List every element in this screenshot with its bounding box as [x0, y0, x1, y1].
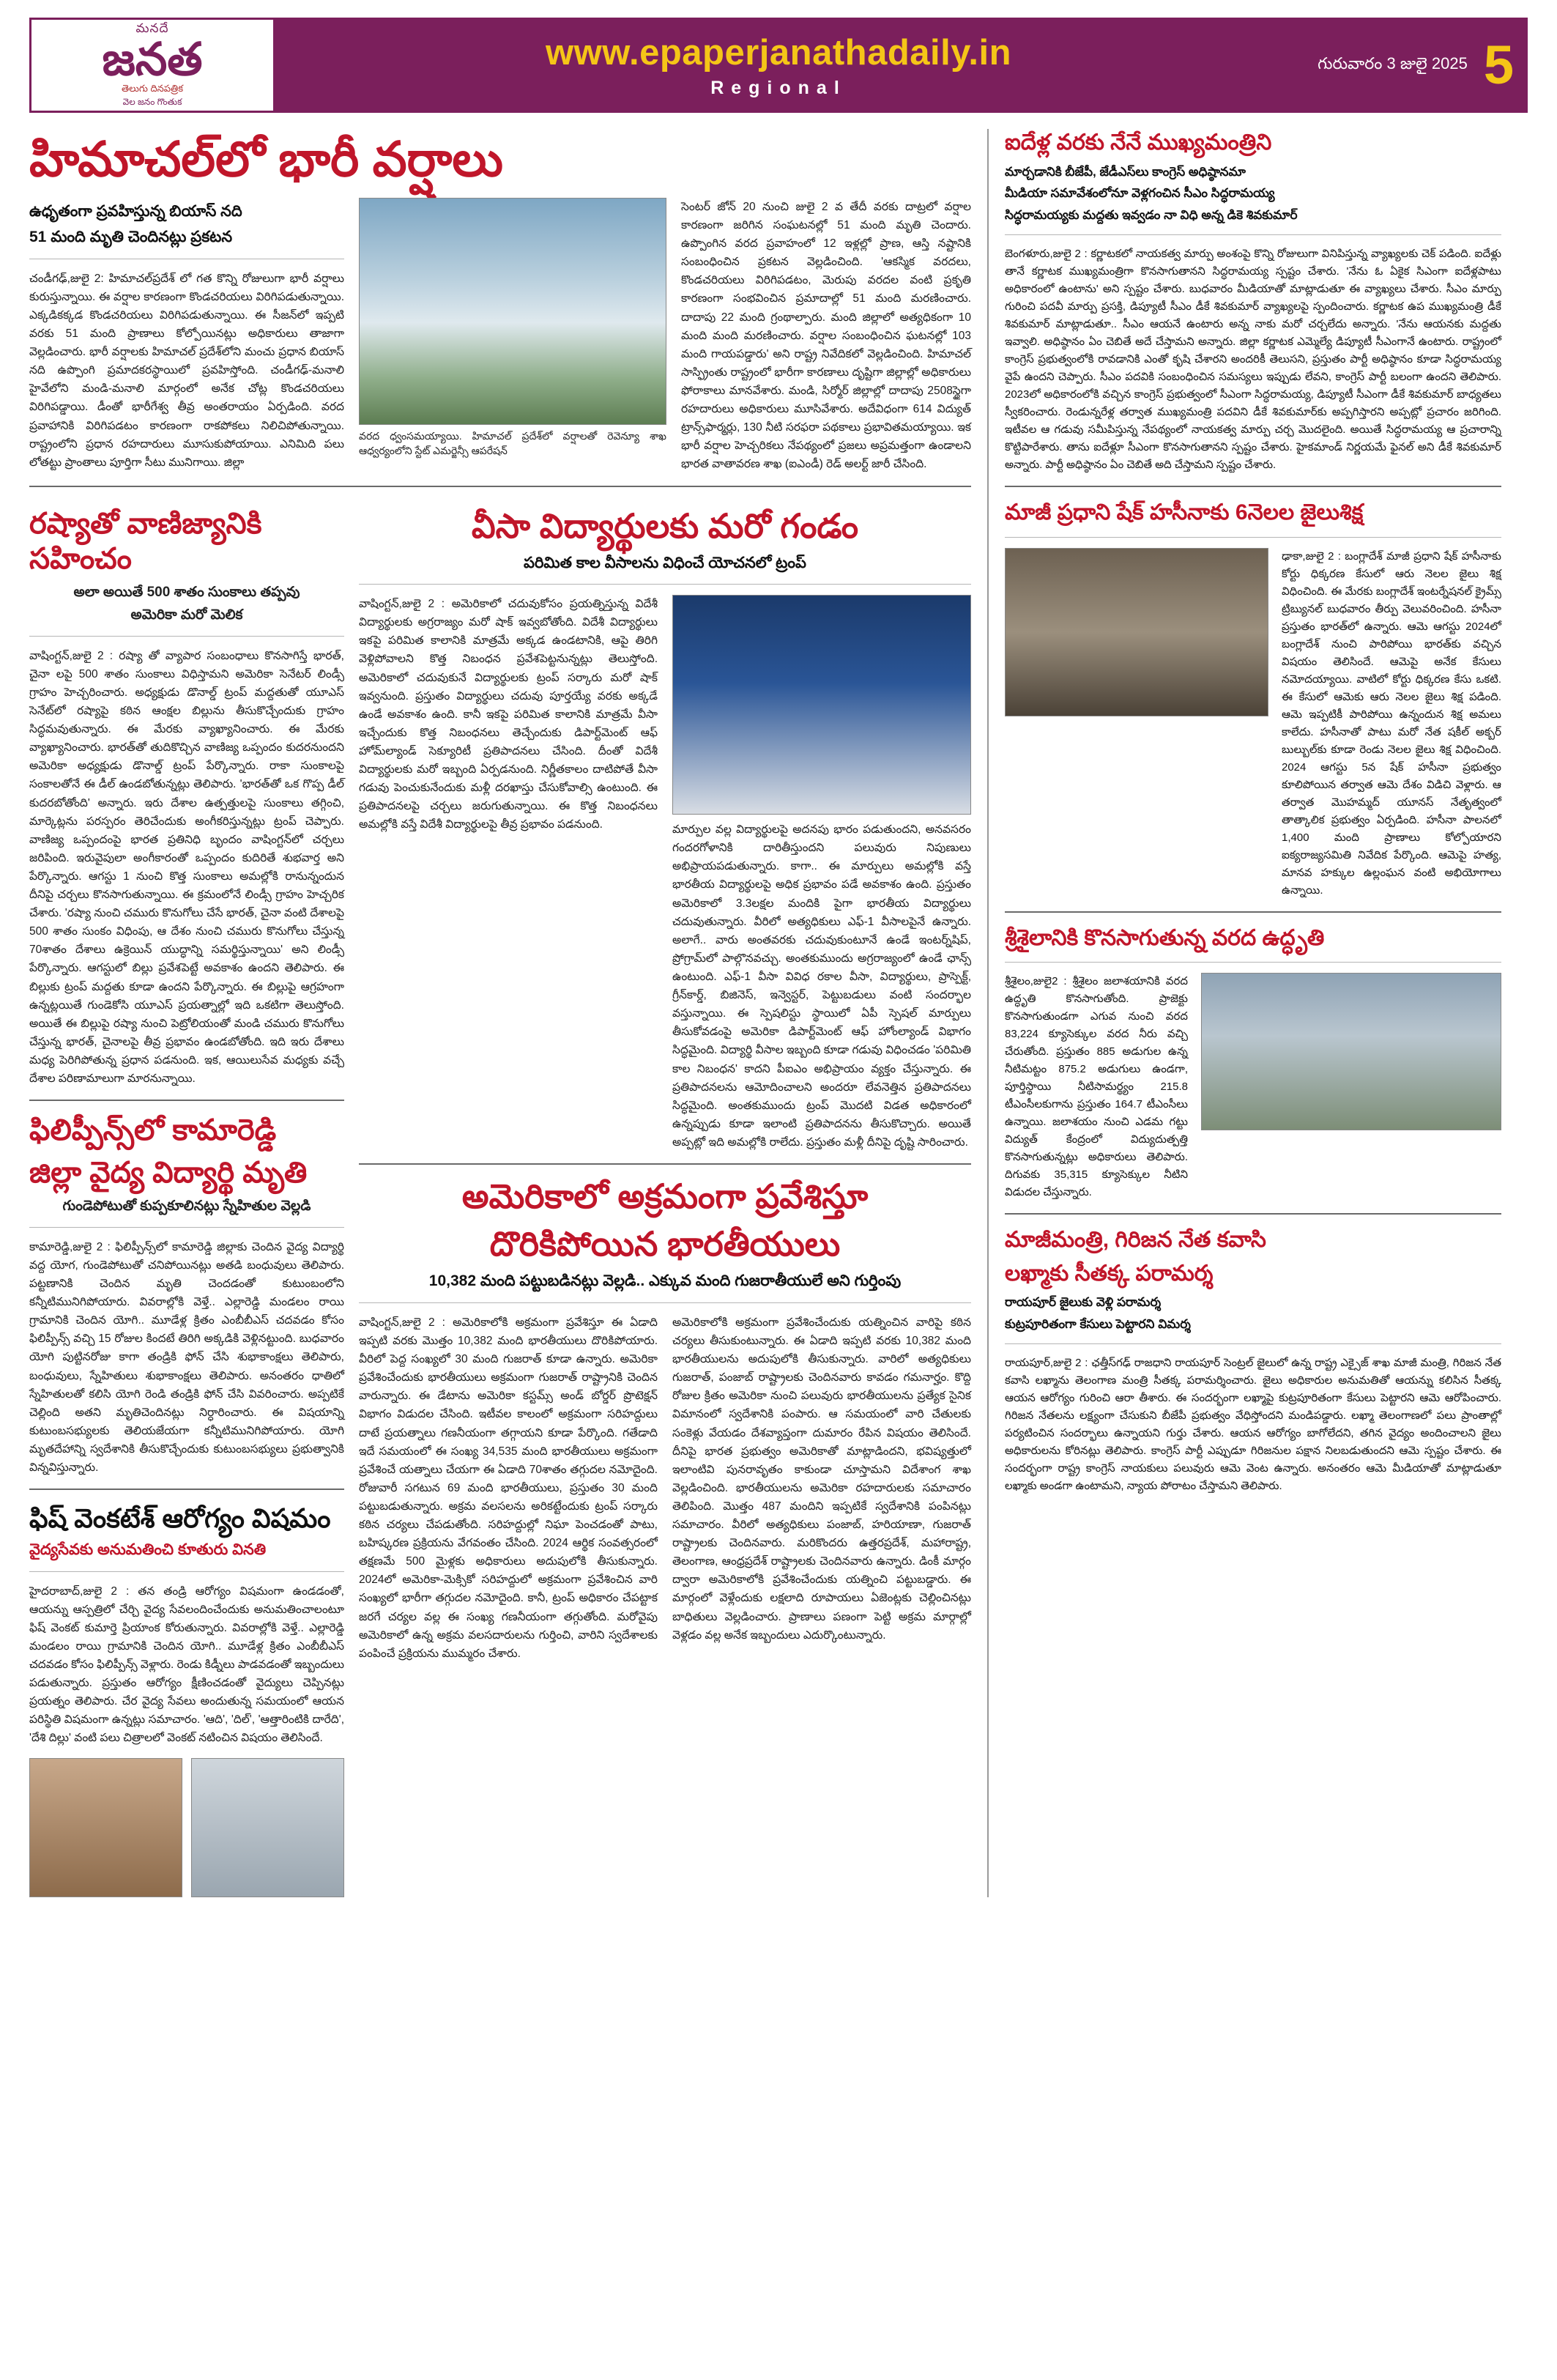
srisailam-photo-wrap	[1201, 973, 1501, 1130]
venkat-portrait-photo	[29, 1758, 182, 1897]
visa-sub: పరిమిత కాల వీసాలను విధించే యోచనలో ట్రంప్	[524, 554, 806, 571]
philippines-headline-l2: జిల్లా వైద్య విద్యార్థి మృతి	[29, 1157, 308, 1190]
venkat-body: హైదరాబాద్,జులై 2 : తన తండ్రి ఆరోగ్యం విషమంగా ఉండడంతో, ఆయన్ను ఆస్పత్రిలో చేర్చి వైద్య సేవలందించేందుకు అనుమతించాలంటూ ఫిష్ వెంకట్ కుమార్తె ప్రియాంక కోరుతున్నారు. వివరాల్లోకి వెళ్తే.. ఎల్లారెడ్డి మండలం రాయి గ్రామానికి చెందిన యోగి.. మూడేళ్ల క్రితం ఎంబీబీఎస్ చదవడం కోసం ఫిలిప్పీన్స్ వెళ్లారు. రెండు కిడ్నీలు పాడవడంతో ఇబ్బందులు పడుతున్నారు. ప్రస్తుతం ఆరోగ్యం క్షీణించడంతో వైద్యులు చెప్పినట్లు ప్రయత్నం తెలిపారు. చేర వైద్య సేవలు అందుతున్న సమయంలో ఆయన పరిస్థితి విషమంగా ఉన్నట్లు సమాచారం. 'ఆది', 'దిల్', 'ఆత్తారింటికి దారేది', 'దేశి దిల్లు' వంటి పలు చిత్రాలలో వెంకట్ నటించిన విషయం తెలిసిందే.	[29, 1584, 344, 1745]
trade-column	[29, 499, 344, 1897]
logo-tagline: తెలుగు దినపత్రిక	[121, 83, 184, 94]
illegal-headline-l2: దొరికిపోయిన భారతీయులు	[489, 1225, 841, 1264]
cm-sub-2: మీడియా సమావేశంలోనూ వెళ్లగంచిన సీఎం సిద్ధరామయ్య	[1005, 186, 1275, 200]
logo-title: జనత	[102, 34, 203, 85]
logo-tagline-2: వెల జనం గొంతుక	[122, 97, 182, 108]
lead-photo-block	[359, 198, 666, 474]
page-number: 5	[1483, 34, 1514, 95]
seethakka-headline-l1: మాజీమంత్రి, గిరిజన నేత కవాసి	[1005, 1228, 1266, 1252]
hasina-photo	[1005, 548, 1268, 716]
srisailam-story	[1005, 924, 1501, 1202]
srisailam-headline: శ్రీశైలానికి కొనసాగుతున్న వరద ఉద్ధృతి	[1005, 925, 1325, 950]
river-photo	[359, 198, 666, 425]
lead-body-1: చండీగఢ్,జులై 2: హిమాచల్‌ప్రదేశ్ లో గత కొన్ని రోజులుగా భారీ వర్షాలు కురుస్తున్నాయి. ఈ వర్షాల కారణంగా కొండచరియలు విరిగిపడుతున్నాయి. ఎక్కడికక్కడ కొండచరియలు విరిగిపడుతున్నాయి. ఈ సీజన్‌లో ఇప్పటి వరకు 51 మంది ప్రాణాలు కోల్పోయినట్లు అధికారులు తాజాగా వెల్లడించారు. భారీ వర్షాలకు హిమాచల్ ప్రదేశ్‌లోని మంచు ప్రధాన బియాస్ నది ఉప్పొంగి ప్రమాదకరస్థాయిలో ప్రవహిస్తోంది. చండీగఢ్-మనాలి హైవేలోని మండి-మనాలి మార్గంలో అనేక చోట్ల కొండచరియలు విరిగిపడ్డాయి. డీంతో భారీగేశ్వ తీవ్ర అంతరాయం ఏర్పడింది. వరద ప్రవాహానికి విరిగిపడటం కారణంగా రాకపోకలు నిలిచిపోతున్నాయి. రాష్ట్రంలోని ప్రధాన రహదారులు మూసుకుపోయాయి. ఎనిమిది పలు లోతట్టు ప్రాంతాలు పూర్తిగా సీటు మునిగాయి. జిల్లా	[29, 272, 344, 469]
seethakka-story	[1005, 1226, 1501, 1495]
lead-body-2: సెంటర్ జోన్ 20 నుంచి జులై 2 వ తేదీ వరకు దాట్రలో వర్షాల కారణంగా జరిగిన సంఘటనల్లో 51 మంది మృతి చెందారు. ఉప్పొంగిన వరద ప్రవాహంలో 12 ఇళ్లల్లో ప్రాణ, ఆస్తి నష్టానికి సంబంధించిన ప్రకటన వెల్లడించింది. 'ఆకస్మిక వరదలు, కొండచరియలు విరిగిపడటం, మెరుపు వరదల వంటి ప్రకృతి కారణంగా సంభవించిన ప్రమాదాల్లో 51 మంది మరణించారు. దాదాపు 22 మంది గ్రంథాల్పారు. మంది జిల్లాలో అత్యధికంగా 10 మంది మంది మరణించారు. వర్షాల సంబంధించిన ఘటనల్లో 103 మంది గాయపడ్డారు' అని రాష్ట్ర నివేదికలో వెల్లడించింది. హిమాచల్ సాస్ఫ్రింతు రాష్ట్రంలో భారీగా కారణాలు దృష్టిగా జిల్లాల్లో అధికారులు ఫోరాకాలు మానవేశారు. మండి, సిర్మోర్ జిల్లాల్లో దాదాపు 2508స్థైగా రహదారులు అధికారులు మూసివేశారు. అదేవిధంగా 614 విద్యుత్ ట్రాన్స్‌ఫార్మర్లు, 130 నీటి సరఫరా పథకాలు ప్రభావితమయ్యాయి. ఇక భారీ వర్షాల హెచ్చరికలు నేపథ్యంలో ప్రజలు అప్రమత్తంగా ఉండాలని భారత వాతావరణ శాఖ (ఐఎండీ) రెడ్ అలర్ట్ జారీ చేసింది.	[681, 200, 971, 471]
lead-col-1	[29, 198, 344, 474]
hasina-story	[1005, 499, 1501, 900]
trade-sub-2: అమెరికా మరో మెలిక	[130, 607, 243, 623]
venkat-photos	[29, 1758, 344, 1897]
seethakka-sub-1: రాయపూర్ జైలుకు వెళ్లి పరామర్శ	[1005, 1295, 1162, 1309]
masthead-right	[1284, 20, 1526, 111]
srisailam-body: శ్రీశైలం,జులై2 : శ్రీశైలం జలాశయానికి వరద ఉద్ధృతి కొనసాగుతోంది. ప్రాజెక్టు కొనసాగుతుండగా ఎగువ నుంచి వరద 83,224 క్యూసెక్కుల వరద నీరు వచ్చి చేరుతోంది. ప్రస్తుతం 885 అడుగుల ఉన్న నీటిమట్టం 875.2 అడుగులు ఉండగా, పూర్తిస్థాయి నీటిసామర్థ్యం 215.8 టీఎంసీలకుగాను ప్రస్తుతం 164.7 టీఎంసీలు ఉన్నాయి. జలాశయం నుంచి ఎడమ గట్టు విద్యుత్ కేంద్రంలో విద్యుదుత్పత్తి కొనసాగుతున్నట్లు అధికారులు తెలిపారు. దిగువకు 35,315 క్యూసెక్కుల నీటిని విడుదల చేస్తున్నారు.	[1005, 975, 1188, 1198]
page-columns	[29, 129, 1528, 1897]
hasina-body: ఢాకా,జులై 2 : బంగ్లాదేశ్ మాజీ ప్రధాని షేక్ హసీనాకు కోర్టు ధిక్కరణ కేసులో ఆరు నెలల జైలు శిక్ష విధించింది. ఈ మేరకు బంగ్లాదేశ్ ఇంటర్నేషనల్ క్రైమ్స్ ట్రిబ్యునల్ బుధవారం తీర్పు వెలువరించింది. హసీనా ప్రస్తుతం భారత్‌లో ఉన్నారు. ఆమె ఆగస్టు 2024లో బంగ్లాదేశ్ నుంచి పారిపోయి భారత్‌కు వచ్చిన విషయం తెలిసిందే. ఆమెపై అనేక కేసులు నమోదయ్యాయి. వాటిలో కోర్టు ధిక్కరణ కేసు ఒకటి. ఈ కేసులో ఆమెకు ఆరు నెలల జైలు శిక్ష పడింది. ఆమె ఇప్పటికీ పారిపోయి ఉన్నందున శిక్ష అమలు కాలేదు. హసీనాతో పాటు మరో నేత షకీల్ అక్బర్ బుల్బుల్‌కు కూడా రెండు నెలల జైలు శిక్ష విధించింది. 2024 ఆగస్టు 5న షేక్ హసీనా ప్రభుత్వం కూలిపోయిన తర్వాత ఆమె దేశం విడిచి వెళ్లారు. ఆ తర్వాత మొహమ్మద్ యూనస్ నేతృత్వంలో తాత్కాలిక ప్రభుత్వం ఏర్పడింది. హసీనా పాలనలో 1,400 మంది ప్రాణాలు కోల్పోయారని ఐక్యరాజ్యసమితి నివేదిక పేర్కొంది. ఆమెపై హత్య, మానవ హక్కుల ఉల్లంఘన వంటి అభియోగాలు ఉన్నాయి.	[1282, 549, 1501, 897]
logo-small-top: మనదే	[135, 21, 169, 35]
venkat-hospital-photo	[191, 1758, 344, 1897]
trade-body: వాషింగ్టన్,జులై 2 : రష్యా తో వ్యాపార సంబంధాలు కొనసాగిస్తే భారత్, చైనా లపై 500 శాతం సుంకాలు విధిస్తామని అమెరికా సెనేటర్ లిండ్సీ గ్రాహం హెచ్చరించారు. అధ్యక్షుడు డొనాల్డ్ ట్రంప్ మద్దతుతో యూఎస్ సెనేట్‌లో రష్యాపై కఠిన ఆంక్షల బిల్లును తీసుకొచ్చేందుకు గ్రాహం సిద్ధమవుతున్నారు. ఈ మేరకు వ్యాఖ్యానించారు. ఈ మేరకు వ్యాఖ్యానించారు. భారత్‌తో తుదికొచ్చిన వాణిజ్య ఒప్పందం కుదరనుందని అమెరికా అధ్యక్షుడు డొనాల్డ్ ట్రంప్ పేర్కొన్నారు. రాకా సుంకాలపై సంకాలతోనే ఈ డీల్ ఉండబోతున్నట్లు తెలిపారు. 'భారత్‌తో ఒక గొప్ప డీల్ కుదరబోతోంది' అన్నారు. ఇరు దేశాల ఉత్పత్తులపై సుంకాలు తగ్గించి, మార్కెట్లను పరస్పరం తెరిచేందుకు అంగీకరిస్తున్నట్లు ట్రంప్ చెప్పారు. వాణిజ్య ఒప్పందంపై భారత ప్రతినిధి బృందం వాషింగ్టన్‌లో చర్చలు జరిపింది. ఇరువైపులా అంగీకారంతో ఒప్పందం కుదిరితే శుభవార్త అని పేర్కొన్నారు. ఆగస్టు 1 నుంచి కొత్త సుంకాలు అమల్లోకి రానున్నందున దీనిపై చర్చలు కొనసాగుతున్నాయి. ఈ క్రమంలోనే లిండ్సీ గ్రాహం హెచ్చరిక చేశారు. 'రష్యా నుంచి చమురు కొనుగోలు చేసే భారత్, చైనా వంటి దేశాలపై 500 శాతం సుంకం విధింపు, ఆ దేశం నుంచి చమురు కొనుగోలు చేస్తున్న 70శాతం దేశాలు ఉక్రెయిన్ యుద్ధాన్ని సమర్థిస్తున్నాయి' అని లిండ్సీ పేర్కొన్నారు. ఆగస్టులో బిల్లు ప్రవేశపెట్టే అవకాశం ఉందని తెలిపారు. ఈ బిల్లుకు ట్రంప్ మద్దతు కూడా ఉందని పేర్కొన్నారు. ఈ బిల్లుపై ఆగ్రహంగా ఉన్నట్లయితే గుండెకోసి యూఎస్ ప్రయత్నాల్లో ఇది ఒకటిగా తెలుస్తోంది. అయితే ఈ బిల్లుపై రష్యా నుంచి పెట్రోలియంతో మండి చమురు కొనుగోలు చేస్తున్న భారత్, చైనాలపై తీవ్ర ప్రభావం ఉండబోతోంది. ఇది ఇరు దేశాలు మధ్య పెరిగిపోతున్న ప్రధాన పడనుంది. ఇక, ఆయిలుసేవ మధ్యకు వచ్చే దేశాల పరిణామాలుగా మారనున్నాయి.	[29, 649, 344, 1086]
illegal-body-left: వాషింగ్టన్,జులై 2 : అమెరికాలోకి అక్రమంగా ప్రవేశిస్తూ ఈ ఏడాది ఇప్పటి వరకు మొత్తం 10,382 మంది భారతీయులు దొరికిపోయారు. వీరిలో పెద్ద సంఖ్యలో 30 మంది గుజరాత్ కూడా ఉన్నారు. అమెరికా ప్రవేశించేందుకు భారతీయులు అక్రమంగా గుజరాత్ రాష్ట్రానికి చెందిన వారున్నారు. ఈ డేటాను అమెరికా కస్టమ్స్ అండ్ బోర్డర్ ప్రొటెక్షన్ విభాగం విడుదల చేసింది. ఇటీవల కాలంలో అక్రమంగా సరిహద్దులు దాటే ప్రయత్నాలు గణనీయంగా తగ్గాయని కూడా పేర్కొంది. గతేడాది ఇదే సమయంలో ఈ సంఖ్య 34,535 మంది భారతీయులు అక్రమంగా ప్రవేశించే యత్నాలు చేయగా ఈ ఏడాది 70శాతం తగ్గుదల నమోదైంది. రోజువారీ సగటున 69 మంది భారతీయులు, ప్రస్తుతం 30 మంది పట్టుబడుతున్నారు. అక్రమ వలసలను అరికట్టేందుకు ట్రంప్ సర్కారు కఠిన చర్యలు చేపడుతోంది. సరిహద్దుల్లో నిఘా పెంచడంతో పాటు, బహిష్కరణ ప్రక్రియను వేగవంతం చేసింది. 2024 ఆర్థిక సంవత్సరంలో తక్షణమే 500 మైళ్లకు అధికారులు అదుపులోకి తీసుకున్నారు. 2024లో అమెరికా-మెక్సికో సరిహద్దులో అక్రమంగా ప్రవేశించిన వారి సంఖ్యలో భారీగా తగ్గుదల నమోదైంది. కానీ, ట్రంప్ అధికారం చేపట్టాక జరగే చర్యల వల్ల ఈ సంఖ్య గణనీయంగా తగ్గుతోంది. మరోవైపు అమెరికాలో ఉన్న అక్రమ వలసదారులను గుర్తించి, వారిని స్వదేశాలకు పంపించే ప్రక్రియను ముమ్మరం చేశారు.	[359, 1316, 658, 1660]
cm-sub-3: సిద్ధరామయ్యకు మద్దతు ఇవ్వడం నా విధి అన్న డికె శివకుమార్	[1005, 207, 1298, 222]
masthead	[29, 18, 1528, 113]
visa-body-right: మార్పుల వల్ల విద్యార్థులపై అదనపు భారం పడుతుందని, అనవసరం గందరగోళానికి దారితీస్తుందని పలువురు నిపుణులు అభిప్రాయపడుతున్నారు. కాగా.. ఈ మార్పులు అమల్లోకి వస్తే భారతీయ విద్యార్థులపై అధిక ప్రభావం పడే అవకాశం ఉంది. ప్రస్తుతం అమెరికాలో 3.3లక్షల మందికి పైగా భారతీయ విద్యార్థులు చదువుతున్నారు. వీరిలో అత్యధికులు ఎఫ్-1 వీసాలపైనే ఉన్నారు. అలాగే.. వారు అంతవరకు చదువుకుంటూనే ఉండే ఇంటర్న్‌షిప్, ప్రోగ్రామ్‌లో పాల్గొనవచ్చు. అంతకుముందు అగ్రరాజ్యంలో ఉండే ఛాన్స్ ఉంటుంది. ఎఫ్-1 వీసా వివిధ రకాల వీసా, విద్యార్థులు, ప్రాస్పెక్ట్, గ్రీన్‌కార్డ్, బిజినెస్, ఇన్వెస్టర్, పెట్టుబడులు వంటి సందర్భాల వస్తున్నాయి. ఈ స్పెషలిస్టు స్థాయిలో ఏపీ స్పెషల్ మార్పులు తీసుకోవడంపై అమెరికా డిపార్ట్‌మెంట్ ఆఫ్ హోంల్యాండ్ విభాగం సిద్ధమైంది. విద్యార్థి వీసాల ఇబ్బంది కూడా గడువు విధించడం 'పరిమితి కాల నిబంధన' కాదని పీఐఎం అభిప్రాయం వ్యక్తం చేస్తున్నారు. ఈ ప్రతిపాదనలను ఆమోదించాలని అందరూ లేవనెత్తిన ప్రతిపాదనలు సిద్ధమైంది. అంతకుముందు ట్రంప్ మొదటి విడత అధికారంలో ఉన్నప్పుడు కూడా ఇలాంటి ప్రతిపాదనను తీసుకొచ్చారు. అయితే అప్పట్లో ఇది అమల్లోకి రాలేదు. ప్రస్తుతం మళ్లీ దీనిపై దృష్టి సారించారు.	[672, 823, 971, 1149]
venkat-sub: వైద్యసేవకు అనుమతించి కూతురు వినతి	[29, 1541, 267, 1559]
srisailam-dam-photo	[1201, 973, 1501, 1130]
illegal-body-right: అమెరికాలోకి అక్రమంగా ప్రవేశించేందుకు యత్నించిన వారిపై కఠిన చర్యలు తీసుకుంటున్నారు. ఈ ఏడాది ఇప్పటి వరకు 10,382 మంది భారతీయులను అదుపులోకి తీసుకున్నారు. వారిలో అత్యధికులు గుజరాత్, పంజాబ్ రాష్ట్రాలకు చెందినవారు కావడం గమనార్హం. కొద్ది రోజుల క్రితం అమెరికా నుంచి పలువురు భారతీయులను ప్రత్యేక సైనిక విమానంలో స్వదేశానికి పంపారు. ఆ సమయంలో వారి చేతులకు సంకెళ్లు వేయడం దేశవ్యాప్తంగా దుమారం రేపిన విషయం తెలిసిందే. దీనిపై భారత ప్రభుత్వం అమెరికాతో మాట్లాడిందని, భవిష్యత్తులో ఇలాంటివి పునరావృతం కాకుండా చూస్తామని విదేశాంగ శాఖ వెల్లడించింది. భారతీయులను అమెరికా రహదారులకు సమాచారం తెలిపింది. మొత్తం 487 మందిని ఇప్పటికే స్వదేశానికి పంపినట్లు సమాచారం. వీరిలో అత్యధికులు పంజాబ్, హరియాణా, గుజరాత్ రాష్ట్రాలకు చెందినవారు. మరికొందరు ఉత్తరప్రదేశ్, మహారాష్ట్ర, తెలంగాణ, ఆంధ్రప్రదేశ్ రాష్ట్రాలకు చెందినవారు ఉన్నారు. డింకీ మార్గం ద్వారా అమెరికాలోకి ప్రవేశించేందుకు యత్నించి పట్టుబడ్డారు. ఈ మార్గంలో వెళ్లేందుకు లక్షలాది రూపాయలు ఏజెంట్లకు చెల్లించినట్లు బాధితులు వెల్లడించారు. ప్రాణాలు పణంగా పెట్టి అక్రమ మార్గాల్లో వెళ్లడం వల్ల అనేక ఇబ్బందులు ఎదుర్కొంటున్నారు.	[672, 1316, 971, 1642]
left-zone	[29, 129, 989, 1897]
epaper-url[interactable]: www.epaperjanathadaily.in	[545, 32, 1012, 73]
lead-col-2	[681, 198, 971, 474]
cm-headline: ఐదేళ్ల వరకు నేనే ముఖ్యమంత్రిని	[1005, 130, 1272, 155]
trade-headline: రష్యాతో వాణిజ్యానికి సహించం	[29, 507, 262, 575]
hasina-body-wrap	[1005, 548, 1268, 722]
visa-headline: వీసా విద్యార్థులకు మరో గండం	[471, 506, 859, 545]
lead-subhead-1: ఉధృతంగా ప్రవహిస్తున్న బియాస్ నది	[29, 202, 242, 220]
trump-photo	[672, 595, 971, 815]
visa-body-left: వాషింగ్టన్,జులై 2 : అమెరికాలో చదువుకోసం ప్రయత్నిస్తున్న విదేశీ విద్యార్థులకు అగ్రరాజ్యం మరో షాక్ ఇవ్వబోతోంది. విదేశీ విద్యార్థులు ఇకపై పరిమిత కాలానికి మాత్రమే అక్కడ ఉండటానికి, ఆపై తిరిగి వెళ్లిపోవాలని కొత్త నిబంధన ప్రవేశపెట్టనున్నట్లు తెలుస్తోంది. అమెరికాలో చదువుకునే విద్యార్థులకు ట్రంప్ సర్కారు మరో షాక్ ఇవ్వనుంది. ప్రస్తుతం విద్యార్థులు చదువు పూర్తయ్యే వరకు అక్కడే ఉండే అవకాశం ఉంది. కానీ ఇకపై పరిమిత కాలానికి మాత్రమే వీసా ఇచ్చేందుకు కొత్త నిబంధనలు తెచ్చేందుకు డిపార్ట్‌మెంట్ ఆఫ్ హోమ్‌ల్యాండ్ సెక్యూరిటీ ప్రతిపాదనలు చేసింది. దీంతో విదేశీ విద్యార్థులకు మరో ఇబ్బంది ఏర్పడనుంది. నిర్ణీతకాలం దాటిపోతే వీసా గడువు పెంచుకునేందుకు మళ్లీ దరఖాస్తు చేసుకోవాల్సి ఉంటుంది. ఈ ప్రతిపాదనలపై చర్చలు జరుగుతున్నాయి. ఈ కొత్త నిబంధనలు అమల్లోకి వస్తే విదేశీ విద్యార్థులపై తీవ్ర ప్రభావం పడనుంది.	[359, 598, 658, 831]
philippines-body: కామారెడ్డి,జులై 2 : ఫిలిప్పీన్స్‌లో కామారెడ్డి జిల్లాకు చెందిన వైద్య విద్యార్థి వద్ద యోగ, గుండెపోటుతో చనిపోయినట్లు అతడి బంధువులు తెలిపారు. పట్టణానికి చెందిన మృతి చెందడంతో కుటుంబంలోని కన్నీటిమునిగిపోయారు. వివరాల్లోకి వెళ్తే.. ఎల్లారెడ్డి మండలం రాయి గ్రామానికి చెందిన యోగి.. మూడేళ్ల క్రితం ఎంబీబీఎస్ చదవడం కోసం ఫిలిప్పీన్స్ వచ్చి 15 రోజుల కిందటే తిరిగి అక్కడికి వెళ్లినట్టుంది. బుధవారం యోగి పుట్టినరోజు కాగా తండ్రికి ఫోన్ చేసి శుభాకాంక్షలు తెలిపారు, బంధువులు, స్నేహితులు శుభాకాంక్షలు తెలిపారు. అనంతరం ధాతిలో స్నేహితులతో కలిసి యోగి రెండి తండ్రికి ఫోన్ చేసి వివరించారు. అప్పటికే చెల్లింది అతని మృతిచెందినట్లు నిర్ధారించారు. ఈ విషయాన్ని కుటుంబసభ్యులకు తెలియజేయగా కన్నీటిమునిగిపోయారు. యోగి మృతదేహాన్ని స్వదేశానికి తీసుకొచ్చేందుకు కుటుంబసభ్యులు ప్రభుత్వానికి విన్నవిస్తున్నారు.	[29, 1240, 344, 1475]
hasina-text-col	[1282, 548, 1501, 900]
river-photo-caption: వరద ధ్వంసమయ్యాయి. హిమాచల్ ప్రదేశ్‌లో వర్షాలతో రెవెన్యూ శాఖ ఆధ్వర్యంలోని స్టేట్ ఎమర్జెన్సీ ఆపరేషన్	[359, 429, 666, 457]
srisailam-text-col	[1005, 973, 1188, 1201]
publication-logo	[31, 20, 273, 111]
lead-headline: హిమాచల్‌లో భారీ వర్షాలు	[29, 132, 503, 186]
illegal-col-right	[672, 1313, 971, 1663]
cm-sub-1: మార్చడానికి బీజేపీ, జేడీఎస్‌లు కాంగ్రెస్ అధిష్ఠానమా	[1005, 164, 1246, 179]
visa-illegal-column	[359, 499, 971, 1897]
lead-story	[29, 132, 971, 474]
hasina-headline: మాజీ ప్రధాని షేక్ హసీనాకు 6నెలల జైలుశిక్ష	[1005, 500, 1364, 524]
visa-col-right	[672, 595, 971, 1152]
second-row	[29, 499, 971, 1897]
seethakka-sub-2: కుట్రపూరితంగా కేసులు పెట్టారని విమర్శ	[1005, 1316, 1191, 1331]
masthead-center	[273, 20, 1284, 111]
section-name: Regional	[710, 77, 847, 98]
illegal-col-left	[359, 1313, 658, 1663]
cm-story	[1005, 129, 1501, 474]
philippines-headline-l1: ఫిలిప్పీన్స్‌లో కామారెడ్డి	[29, 1114, 277, 1147]
right-zone	[989, 129, 1501, 1495]
cm-body: బెంగళూరు,జులై 2 : కర్ణాటకలో నాయకత్వ మార్పు అంశంపై కొన్ని రోజులుగా వినిపిస్తున్న వ్యాఖ్యలకు చెక్ పడింది. ఐదేళ్లు తానే కర్ణాటక ముఖ్యమంత్రిగా కొనసాగుతానని సిద్ధరామయ్య స్పష్టం చేశారు. 'నేను ఓ ఏకైక సిఎంగా ఐదేళ్లపాటు అధికారంలో ఉంటాను' అని స్పష్టం చేశారు. బుధవారం మీడియాతో మాట్లాడుతూ ఈ వ్యాఖ్యలు చేశారు. సీఎం మార్పు గురించి పదవీ మార్పు ప్రసక్తి, డిప్యూటీ సీఎం డీకే శివకుమార్ వ్యాఖ్యలపై స్పందించారు. కర్ణాటక ఉప ముఖ్యమంత్రి డీకే శివకుమార్ మాట్లాడుతూ.. సీఎం ఆయనే ఉంటారు అన్న నాకు మరో చర్చలేదు అన్నారు. 'నేను ఆయనకు మద్దతు ఇవ్వాలి. అధిష్ఠానం ఏం చెబితే అదే చేస్తామని అన్నారు. జిల్లా కర్ణాటక ఎమ్మెల్యే డిప్యూటీ సీఎంగానే ఉంటారు. రాష్ట్రంలో కాంగ్రెస్ ప్రభుత్వంలోకి రావడానికి ఎంతో కృషి చేశారని అందరికీ తెలుసని, ప్రస్తుతం పార్టీ అధిష్ఠానం కూడా సిద్ధరామయ్య వైపే ఉందని చెప్పారు. సీఎం పదవికి సంబంధించిన సమస్యలు ఇప్పుడు లేవని, కాంగ్రెస్ పార్టీ బలంగా ఉందని తెలిపారు. 2023లో అధికారంలోకి వచ్చిన కాంగ్రెస్ ప్రభుత్వంలో సీఎంగా సిద్ధరామయ్య, డిప్యూటీ సీఎంగా డీకే శివకుమార్ బాధ్యతలు స్వీకరించారు. రెండున్నరేళ్ల తర్వాత ముఖ్యమంత్రి పదవిని డీకే శివకుమార్‌కు అప్పగిస్తారని అప్పట్లో ప్రచారం జరిగింది. ఇటీవల ఆ గడువు సమీపిస్తున్న నేపథ్యంలో నాయకత్వ మార్పు చర్చ మొదలైంది. అయితే సిద్ధరామయ్య ఆ ప్రచారాన్ని కొట్టిపారేశారు. తాను ఐదేళ్లూ సీఎంగా కొనసాగుతానని స్పష్టం చేశారు. హైకమాండ్ నిర్ణయమే ఫైనల్ అని డీకే శివకుమార్ అన్నారు. పార్టీ అధిష్ఠానం ఏం చెబితే అది చేస్తామని స్పష్టం చేశారు.	[1005, 248, 1501, 471]
illegal-headline-l1: అమెరికాలో అక్రమంగా ప్రవేశిస్తూ	[461, 1177, 869, 1216]
illegal-sub: 10,382 మంది పట్టుబడినట్లు వెల్లడి.. ఎక్కువ మంది గుజరాతీయులే అని గుర్తింపు	[428, 1272, 902, 1290]
venkat-headline: ఫిష్ వెంకటేశ్ ఆరోగ్యం విషమం	[29, 1503, 331, 1534]
seethakka-body: రాయపూర్,జులై 2 : ఛత్తీస్‌గఢ్ రాజధాని రాయపూర్ సెంట్రల్ జైలులో ఉన్న రాష్ట్ర ఎక్సైజ్ శాఖ మాజీ మంత్రి, గిరిజన నేత కవాసి లఖ్మాను తెలంగాణ మంత్రి సీతక్క పరామర్శించారు. జైలు అధికారుల అనుమతితో ఆయన్ను కలిసిన సీతక్క ఆయన ఆరోగ్యం గురించి ఆరా తీశారు. ఈ సందర్భంగా లఖ్మాపై కుట్రపూరితంగా కేసులు పెట్టారని ఆమె ఆరోపించారు. గిరిజన నేతలను లక్ష్యంగా చేసుకుని బీజేపీ ప్రభుత్వం వేధిస్తోందని మండిపడ్డారు. లఖ్మా తెలంగాణలో పలు ప్రాంతాల్లో పర్యటించిన సందర్భాలు ఉన్నాయని గుర్తు చేశారు. ఆయన ఆరోగ్యం బాగోలేదని, తగిన వైద్యం అందించాలని జైలు అధికారులను కోరినట్లు తెలిపారు. కాంగ్రెస్ పార్టీ ఎప్పుడూ గిరిజనుల పక్షాన నిలబడుతుందని ఆమె స్పష్టం చేశారు. ఈ సందర్భంగా రాష్ట్ర కాంగ్రెస్ నాయకులు పలువురు ఆమె వెంట ఉన్నారు. అనంతరం ఆమె మీడియాతో మాట్లాడుతూ లఖ్మాకు అండగా ఉంటామని, న్యాయ పోరాటం చేస్తామని తెలిపారు.	[1005, 1357, 1501, 1492]
philippines-sub: గుండెపోటుతో కుప్పకూలినట్లు స్నేహితుల వెల్లడి	[62, 1198, 311, 1215]
publication-date: గురువారం 3 జులై 2025	[1318, 53, 1468, 73]
lead-subhead-2: 51 మంది మృతి చెందినట్లు ప్రకటన	[29, 229, 233, 246]
trade-sub-1: అలా అయితే 500 శాతం సుంకాలు తప్పవు	[73, 584, 300, 600]
seethakka-headline-l2: లఖ్మాకు సీతక్క పరామర్శ	[1005, 1261, 1214, 1286]
visa-col-left	[359, 595, 658, 1152]
